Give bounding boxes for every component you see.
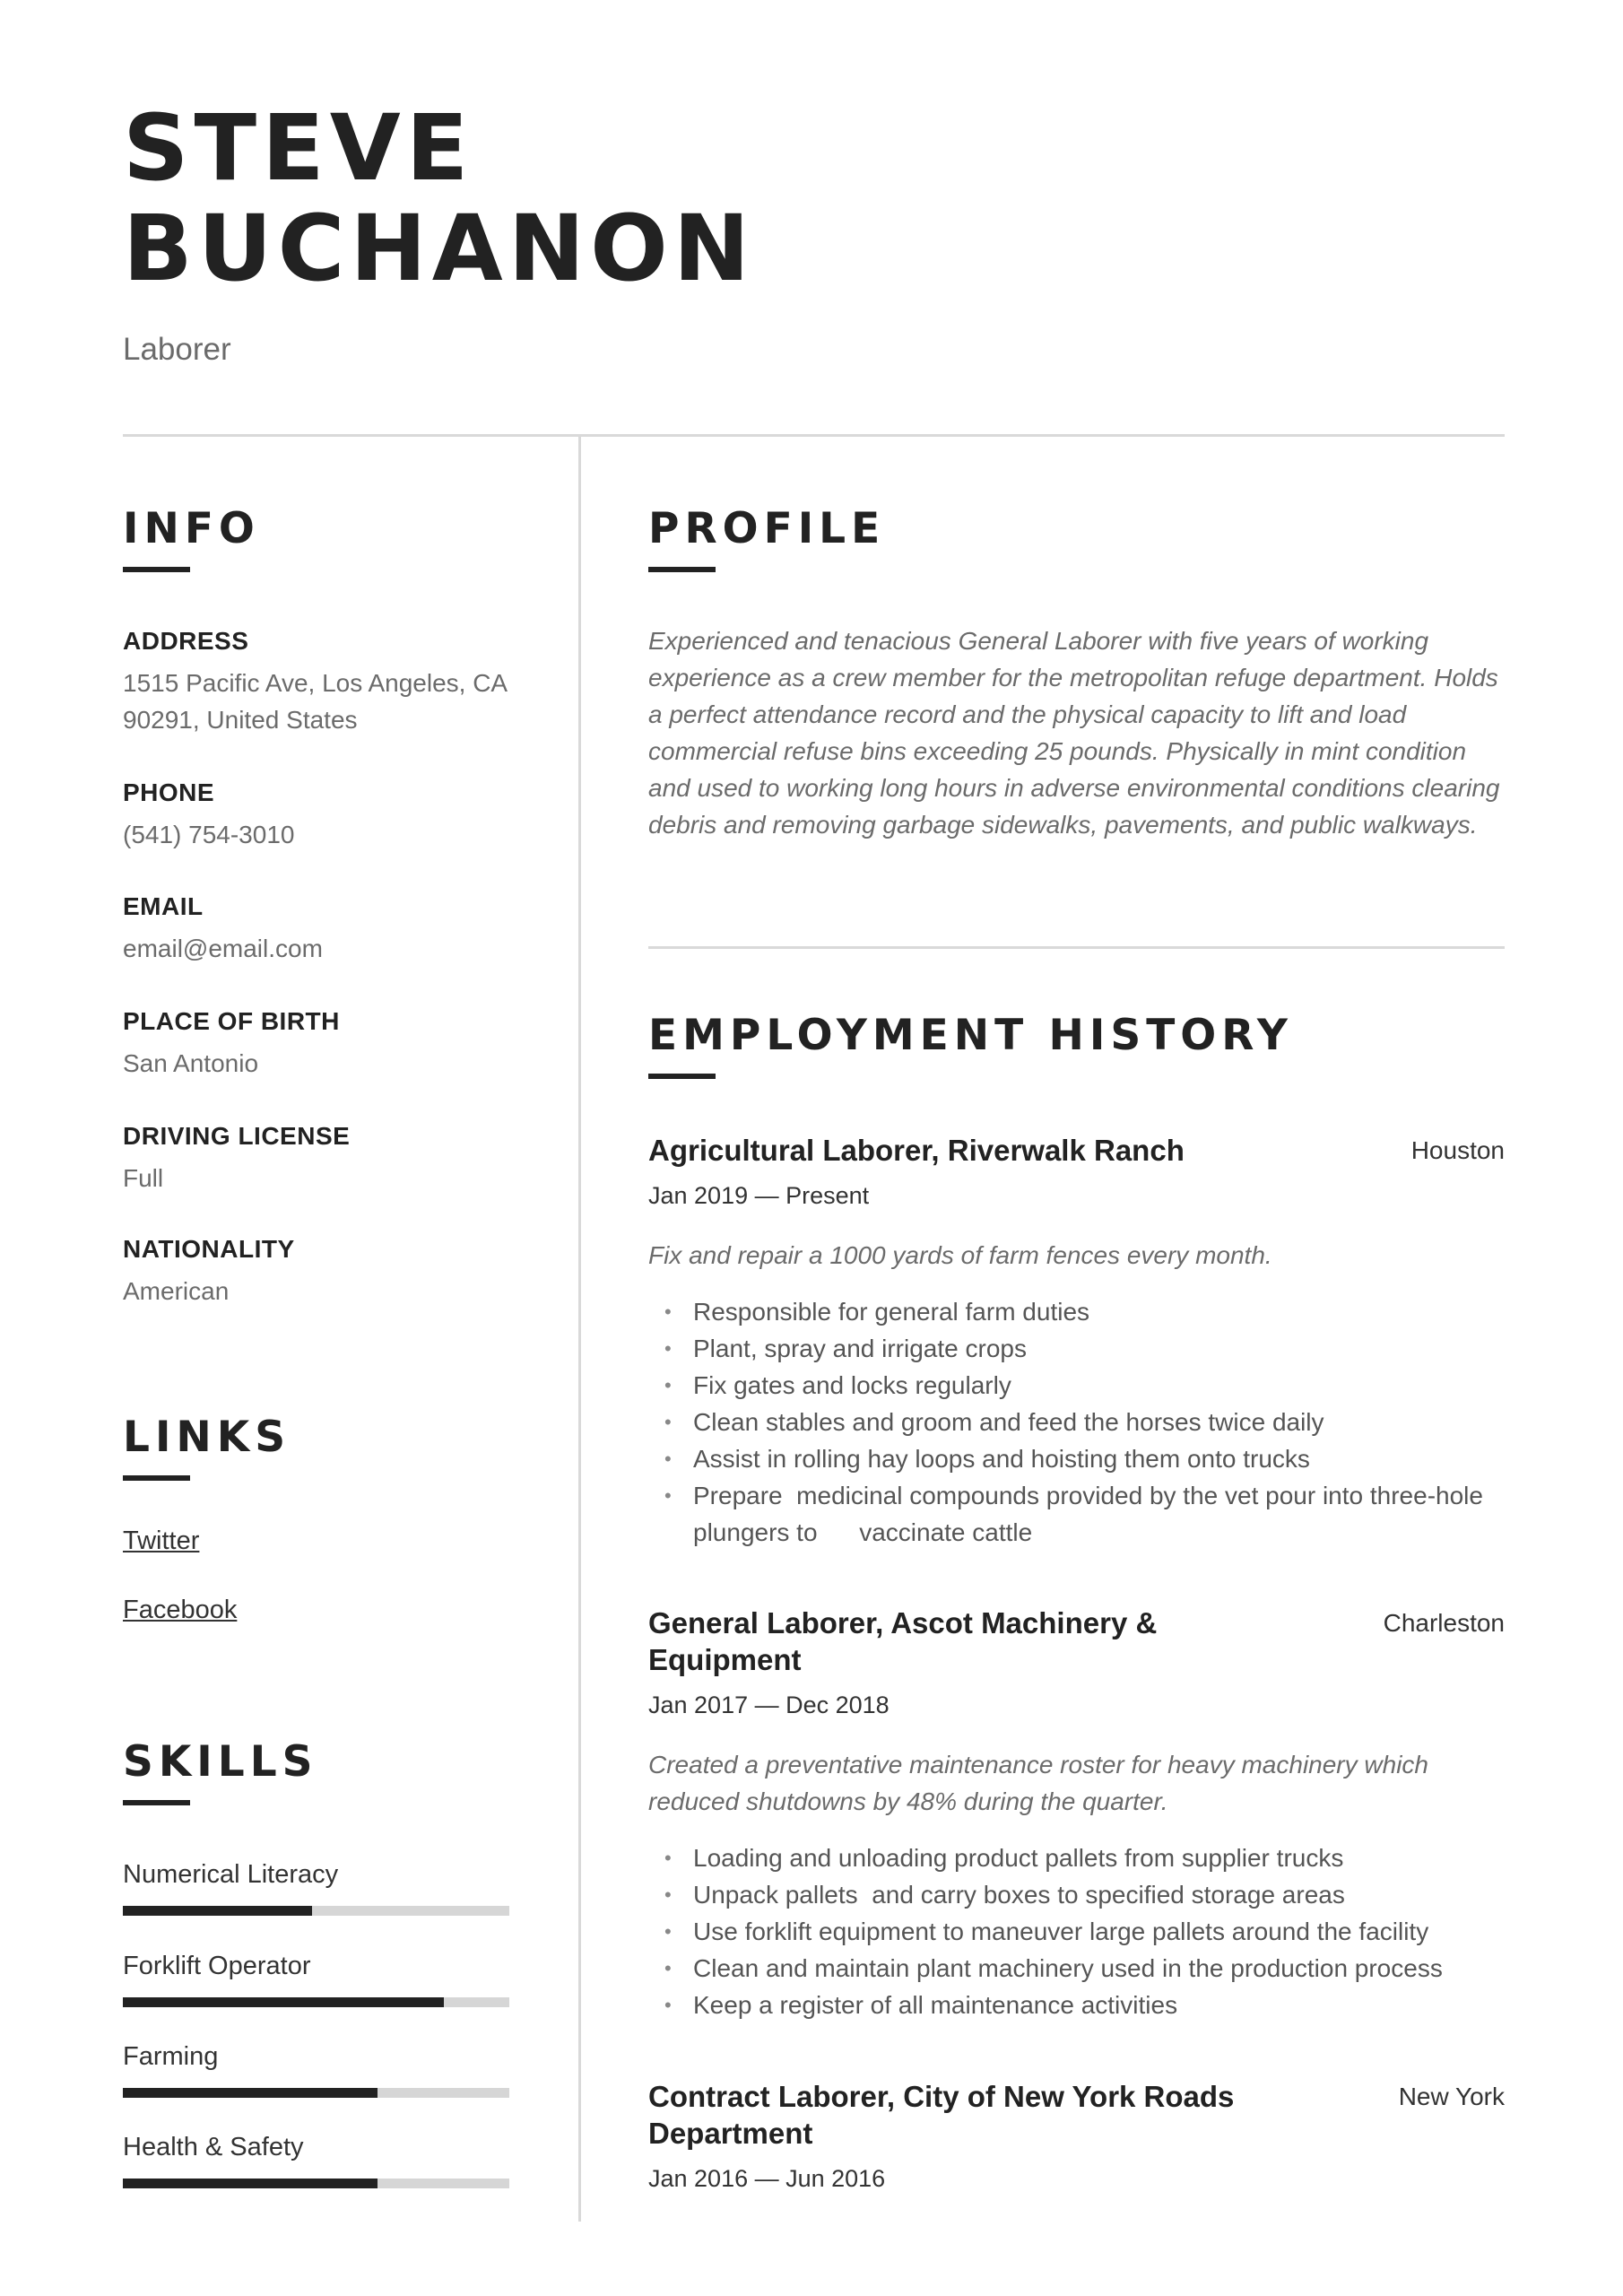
job-duties-list: [648, 1293, 1505, 1551]
header-divider: [123, 434, 1505, 437]
info-label: PHONE: [123, 778, 215, 806]
skill-item: [123, 1858, 509, 1916]
info-label: PLACE OF BIRTH: [123, 1007, 340, 1035]
info-label: ADDRESS: [123, 627, 249, 655]
job-title-row: [648, 1132, 1505, 1169]
job-position: Contract Laborer, City of New York Roads Department: [648, 2080, 1235, 2150]
list-item: • Plant, spray and irrigate crops: [648, 1330, 1505, 1367]
job-summary: Fix and repair a 1000 yards of farm fences every month.: [648, 1241, 1272, 1269]
job-position: Agricultural Laborer, Riverwalk Ranch: [648, 1134, 1185, 1167]
skill-item: [123, 1950, 509, 2007]
list-item: • Use forklift equipment to maneuver large pallets around the facility: [648, 1913, 1505, 1950]
info-phone: [123, 777, 544, 853]
profile-divider: [648, 946, 1505, 949]
info-address: [123, 625, 544, 738]
skill-level-bar: [123, 2179, 509, 2188]
list-item: • Clean and maintain plant machinery used in the production process: [648, 1950, 1505, 1987]
list-item: • Prepare medicinal compounds provided by the vet pour into three-hole plungers to vaccinate cattle: [648, 1477, 1505, 1551]
skills-heading: SKILLS: [123, 1737, 318, 1787]
profile-summary: Experienced and tenacious General Laborer with five years of working experience as a crew member for the metropolitan refuge department. Holds a perfect attendance record and the physical capacity to lift and load commercial refuse bins exceeding 25 pounds. Physically in mint condition and used to working long hours in adverse environmental conditions clearing debris and removing garbage sidewalks, pavements, and public walkways.: [648, 627, 1500, 839]
info-value: email@email.com: [123, 935, 323, 962]
skill-name: Health & Safety: [123, 2133, 304, 2161]
skill-name: Forklift Operator: [123, 1952, 311, 1980]
job-location: Charleston: [1383, 1609, 1505, 1637]
info-nationality: [123, 1233, 544, 1309]
employment-heading: EMPLOYMENT HISTORY: [648, 1011, 1293, 1060]
info-value: San Antonio: [123, 1049, 259, 1077]
job-entry: [648, 2078, 1505, 2195]
list-item: • Clean stables and groom and feed the horses twice daily: [648, 1404, 1505, 1440]
info-label: NATIONALITY: [123, 1235, 295, 1263]
info-driving-license: [123, 1120, 544, 1196]
job-position: General Laborer, Ascot Machinery & Equipment: [648, 1606, 1158, 1676]
job-title-row: [648, 1605, 1505, 1678]
info-label: EMAIL: [123, 892, 204, 920]
info-place-of-birth: [123, 1005, 544, 1082]
column-divider: [578, 437, 581, 2222]
list-item: • Loading and unloading product pallets from supplier trucks: [648, 1839, 1505, 1876]
candidate-name: [123, 95, 756, 302]
links-heading: LINKS: [123, 1413, 291, 1462]
job-dates: Jan 2016 — Jun 2016: [648, 2165, 886, 2192]
job-duties-list: [648, 1839, 1505, 2023]
first-name: STEVE: [123, 95, 474, 202]
job-dates: Jan 2017 — Dec 2018: [648, 1692, 890, 1718]
skill-item: [123, 2131, 509, 2188]
job-summary: Created a preventative maintenance roster for heavy machinery which reduced shutdowns by 48% during the quarter.: [648, 1751, 1428, 1815]
profile-heading-underline: [648, 567, 716, 572]
skill-name: Numerical Literacy: [123, 1860, 339, 1889]
skill-level-fill: [123, 2179, 378, 2188]
job-location: Houston: [1410, 1136, 1505, 1164]
skill-level-fill: [123, 1906, 312, 1916]
job-title: Laborer: [123, 332, 231, 367]
info-value: American: [123, 1277, 230, 1305]
skill-level-bar: [123, 1906, 509, 1916]
skill-level-fill: [123, 1997, 444, 2007]
profile-heading: PROFILE: [648, 504, 886, 553]
job-location: New York: [1398, 2083, 1505, 2110]
job-entry: [648, 1132, 1505, 1551]
facebook-link[interactable]: Facebook: [123, 1596, 238, 1624]
links-heading-underline: [123, 1475, 190, 1481]
skills-heading-underline: [123, 1800, 190, 1805]
twitter-link[interactable]: Twitter: [123, 1526, 200, 1555]
last-name: BUCHANON: [123, 196, 756, 302]
skill-name: Farming: [123, 2042, 219, 2071]
skill-level-fill: [123, 2088, 378, 2098]
list-item: • Responsible for general farm duties: [648, 1293, 1505, 1330]
info-heading-underline: [123, 567, 190, 572]
skill-level-bar: [123, 2088, 509, 2098]
info-heading: INFO: [123, 504, 260, 553]
info-value: 1515 Pacific Ave, Los Angeles, CA 90291, United States: [123, 669, 507, 734]
job-dates: Jan 2019 — Present: [648, 1182, 870, 1209]
list-item: • Unpack pallets and carry boxes to specified storage areas: [648, 1876, 1505, 1913]
skill-level-bar: [123, 1997, 509, 2007]
info-label: DRIVING LICENSE: [123, 1122, 351, 1150]
info-value: (541) 754-3010: [123, 821, 295, 848]
info-value: Full: [123, 1164, 164, 1192]
job-title-row: [648, 2078, 1505, 2152]
job-entry: [648, 1605, 1505, 2023]
list-item: • Assist in rolling hay loops and hoisting them onto trucks: [648, 1440, 1505, 1477]
info-email: [123, 891, 544, 967]
list-item: • Keep a register of all maintenance activities: [648, 1987, 1505, 2023]
employment-heading-underline: [648, 1074, 716, 1079]
list-item: • Fix gates and locks regularly: [648, 1367, 1505, 1404]
skill-item: [123, 2040, 509, 2098]
